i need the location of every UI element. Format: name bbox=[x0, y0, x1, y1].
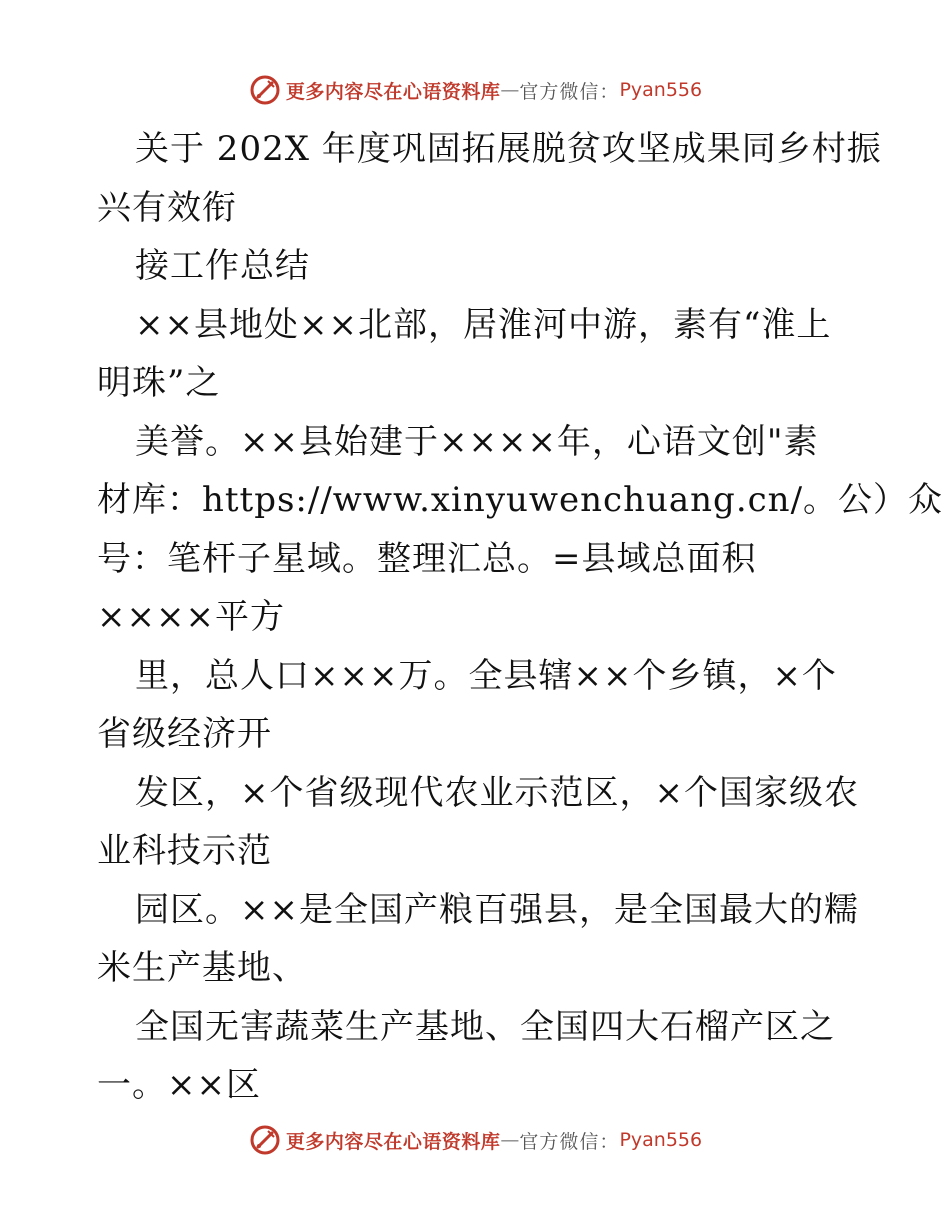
paragraph-line: 一。××区 bbox=[97, 1065, 261, 1105]
paragraph-line: 材库：https://www.xinyuwenchuang.cn/。公）众 bbox=[97, 480, 944, 520]
paragraph-line: 明珠”之 bbox=[97, 363, 221, 403]
header-watermark-banner bbox=[0, 70, 950, 110]
separator-dash: — bbox=[500, 1129, 520, 1151]
paragraph-line: 号：笔杆子星域。整理汇总。=县域总面积 bbox=[97, 538, 757, 579]
official-label: 官方微信： bbox=[519, 80, 620, 103]
paragraph-line: ××县地处××北部，居淮河中游，素有“淮上 bbox=[135, 304, 832, 345]
paragraph-line: 美誉。××县始建于××××年，心语文创"素 bbox=[135, 421, 819, 462]
title-line-2: 兴有效衔 bbox=[97, 187, 237, 228]
paragraph-line: 米生产基地、 bbox=[97, 948, 307, 988]
promo-text: 更多内容尽在心语资料库 bbox=[285, 80, 501, 103]
promo-text: 更多内容尽在心语资料库 bbox=[285, 1130, 501, 1153]
footer-watermark-banner bbox=[0, 1120, 950, 1160]
wechat-id: Pyan556 bbox=[619, 79, 703, 101]
separator-dash: — bbox=[500, 79, 520, 101]
paragraph-line: 全国无害蔬菜生产基地、全国四大石榴产区之 bbox=[135, 1006, 835, 1047]
paragraph-line: 发区，×个省级现代农业示范区，×个国家级农 bbox=[135, 772, 859, 813]
paragraph-line: 省级经济开 bbox=[97, 714, 272, 754]
document-body bbox=[97, 120, 944, 1115]
pen-logo-icon bbox=[248, 1123, 282, 1157]
title-line-3: 接工作总结 bbox=[135, 246, 310, 286]
official-label: 官方微信： bbox=[519, 1130, 620, 1153]
title-line-1: 关于 202X 年度巩固拓展脱贫攻坚成果同乡村振 bbox=[135, 129, 882, 169]
pen-logo-icon bbox=[248, 73, 282, 107]
paragraph-line: 业科技示范 bbox=[97, 831, 272, 871]
paragraph-line: 园区。××是全国产粮百强县，是全国最大的糯 bbox=[135, 889, 859, 930]
paragraph-line: ××××平方 bbox=[97, 597, 285, 637]
wechat-id: Pyan556 bbox=[619, 1129, 703, 1151]
paragraph-line: 里，总人口×××万。全县辖××个乡镇，×个 bbox=[135, 655, 837, 696]
